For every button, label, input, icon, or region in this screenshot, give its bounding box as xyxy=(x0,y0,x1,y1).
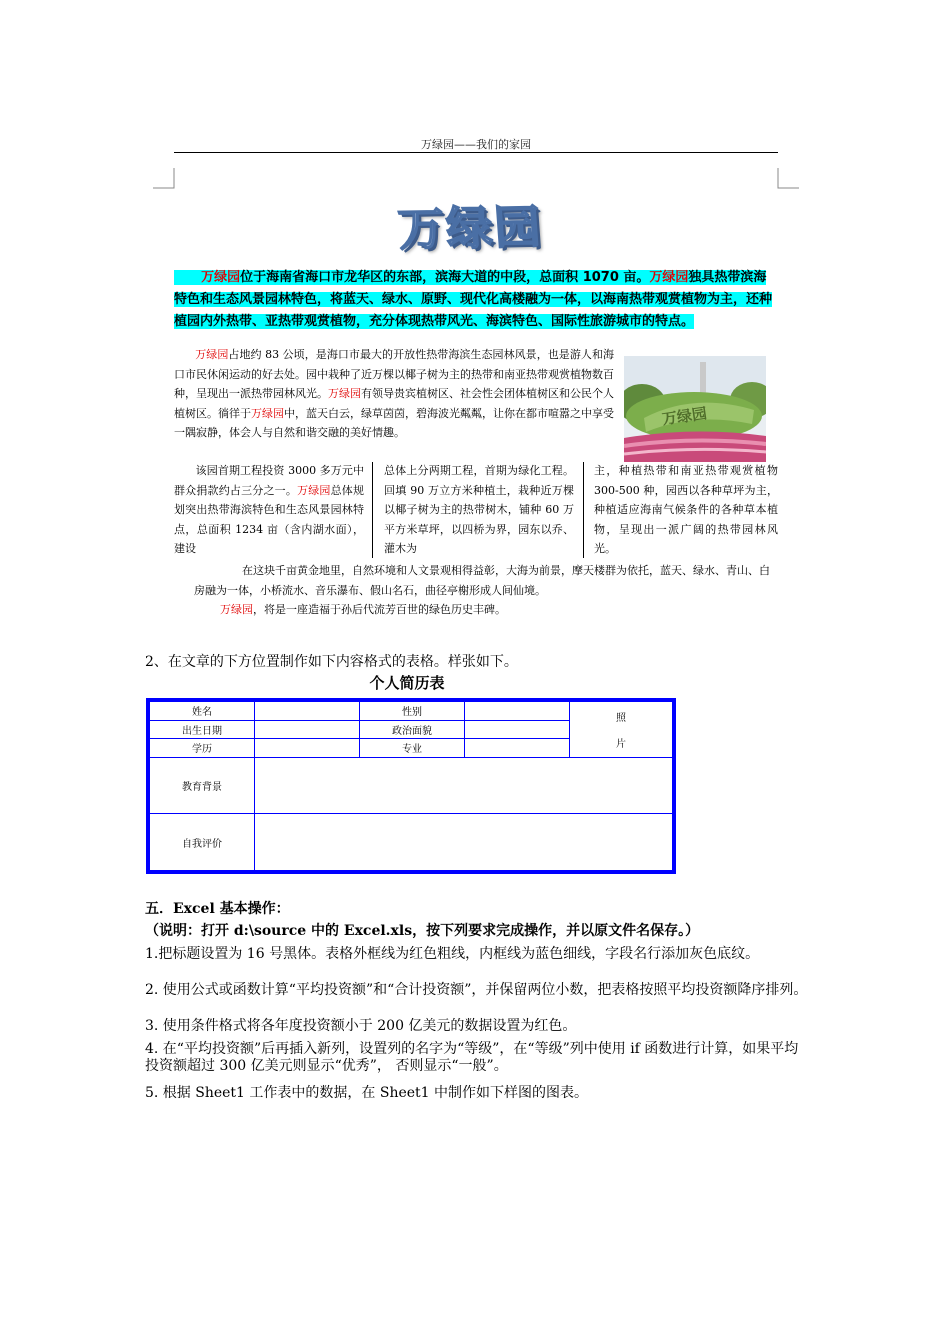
crop-mark-left xyxy=(153,168,175,190)
col1-name: 万绿园 xyxy=(297,483,331,497)
p1-text-a: 占地约 83 公顷，是海口市最大的开放性热带海滨生态园林风景，也是游人和海口市民休闲运动的好去处。园中栽种了近万棵以椰子树为主的热带和南亚热带观赏植物数百种，呈现出一派热带园林风光。 xyxy=(174,348,614,400)
task-item-2: 2. 使用公式或函数计算“平均投资额”和“合计投资额”，并保留两位小数，把表格按照平均投资额降序排列。 xyxy=(145,982,808,998)
task-item-1: 1.把标题设置为 16 号黑体。表格外框线为红色粗线，内框线为蓝色细线，字段名行添加灰色底纹。 xyxy=(145,946,760,962)
question-2: 2、在文章的下方位置制作如下内容格式的表格。样张如下。 xyxy=(145,654,518,670)
gender-value-cell[interactable] xyxy=(465,702,570,721)
name-value-cell[interactable] xyxy=(255,702,360,721)
column-3: 主，种植热带和南亚热带观赏植物 300-500 种，园西以各种草坪为主，种植适应海南气候条件的各种草本植物，呈现出一派广阔的热带园林风光。 xyxy=(594,464,778,555)
closing-text: ，将是一座造福于孙后代流芳百世的绿色历史丰碑。 xyxy=(253,603,506,616)
crop-mark-right xyxy=(777,168,799,190)
photo-label-1: 照 xyxy=(616,712,626,724)
politics-label: 政治面貌 xyxy=(360,720,465,739)
p1-text-b: 有领导贵宾植树区、社会性会团体植树区和公民个人植树区。徜徉于 xyxy=(174,387,614,420)
resume-title: 个人简历表 xyxy=(369,674,445,692)
p1-name-2: 万绿园 xyxy=(328,387,361,400)
column-2: 总体上分两期工程，首期为绿化工程。回填 90 万立方米种植土，栽种近万棵以椰子树为主的热带树木，铺种 60 万平方米草坪，以四桥为界，园东以乔、灌木为 xyxy=(384,464,574,555)
self-evaluation-label: 自我评价 xyxy=(150,814,255,871)
background-value-cell[interactable] xyxy=(255,757,673,814)
closing-paragraph xyxy=(174,561,778,620)
major-value-cell[interactable] xyxy=(465,739,570,758)
photo-sign: 万绿园 xyxy=(660,404,709,429)
section-5-note: （说明：打开 d:\source 中的 Excel.xls，按下列要求完成操作，并以原文件名保存。） xyxy=(145,923,700,939)
p1-name-3: 万绿园 xyxy=(251,406,284,420)
resume-table xyxy=(146,698,676,874)
page-header: 万绿园——我们的家园 xyxy=(421,138,531,151)
task-item-4: 4. 在“平均投资额”后再插入新列，设置列的名字为“等级”，在“等级”列中使用 if 函数进行计算，如果平均投资额超过 300 亿美元则显示“优秀”， 否则显示“一般”。 xyxy=(145,1041,799,1074)
column-separator-2 xyxy=(583,462,584,558)
intro-text-a: 位于海南省海口市龙华区的东部，滨海大道的中段，总面积 1070 亩。 xyxy=(240,270,650,285)
intro-name: 万绿园 xyxy=(201,270,241,285)
paragraph-1 xyxy=(174,345,614,443)
background-label: 教育背景 xyxy=(150,757,255,814)
politics-value-cell[interactable] xyxy=(465,720,570,739)
major-label: 专业 xyxy=(360,739,465,758)
closing-name: 万绿园 xyxy=(220,603,253,616)
p1-text-c: 中，蓝天白云，绿草茵茵，碧海波光粼粼，让你在都市喧嚣之中享受一隅寂静，体会人与自然和谐交融的美好情趣。 xyxy=(174,406,614,439)
col1-text-b: 总体规划突出热带海滨特色和生态风景园林特点，总面积 1234 亩（含内湖水面），建设 xyxy=(174,483,364,555)
intro-text-b: 独具热带滨海特色和生态风景园林特色，将蓝天、绿水、原野、现代化高楼融为一体，以海南热带观赏植物为主，还种植园内外热带、亚热带观赏植物，充分体现热带风光、海滨特色、国际性旅游城市的特点。 xyxy=(174,270,773,329)
name-label: 姓名 xyxy=(150,702,255,721)
intro-paragraph xyxy=(174,267,778,333)
task-item-5: 5. 根据 Sheet1 工作表中的数据，在 Sheet1 中制作如下样图的图表。 xyxy=(145,1085,589,1101)
photo-label-2: 片 xyxy=(616,738,626,750)
park-photo xyxy=(624,356,766,462)
p1-name: 万绿园 xyxy=(195,348,229,361)
birth-label: 出生日期 xyxy=(150,720,255,739)
task-item-3: 3. 使用条件格式将各年度投资额小于 200 亿美元的数据设置为红色。 xyxy=(145,1018,577,1034)
header-rule xyxy=(174,152,778,153)
education-value-cell[interactable] xyxy=(255,739,360,758)
closing-line-1: 在这块千亩黄金地里，自然环境和人文景观相得益彰，大海为前景，摩天楼群为依托，蓝天、绿水、青山、白房融为一体，小桥流水、音乐瀑布、假山名石，曲径亭榭形成人间仙境。 xyxy=(194,564,770,597)
self-evaluation-value-cell[interactable] xyxy=(255,814,673,871)
column-1 xyxy=(174,461,364,559)
wordart-title: 万绿园 xyxy=(396,199,545,257)
gender-label: 性别 xyxy=(360,702,465,721)
birth-value-cell[interactable] xyxy=(255,720,360,739)
photo-cell[interactable] xyxy=(570,702,673,758)
col1-text-a: 该园首期工程投资 3000 多万元中群众捐款约占三分之一。 xyxy=(174,464,364,497)
closing-line-2 xyxy=(174,600,778,620)
education-label: 学历 xyxy=(150,739,255,758)
column-separator-1 xyxy=(372,462,373,558)
section-5-title: 五．Excel 基本操作： xyxy=(145,901,290,917)
intro-name-2: 万绿园 xyxy=(649,270,689,285)
